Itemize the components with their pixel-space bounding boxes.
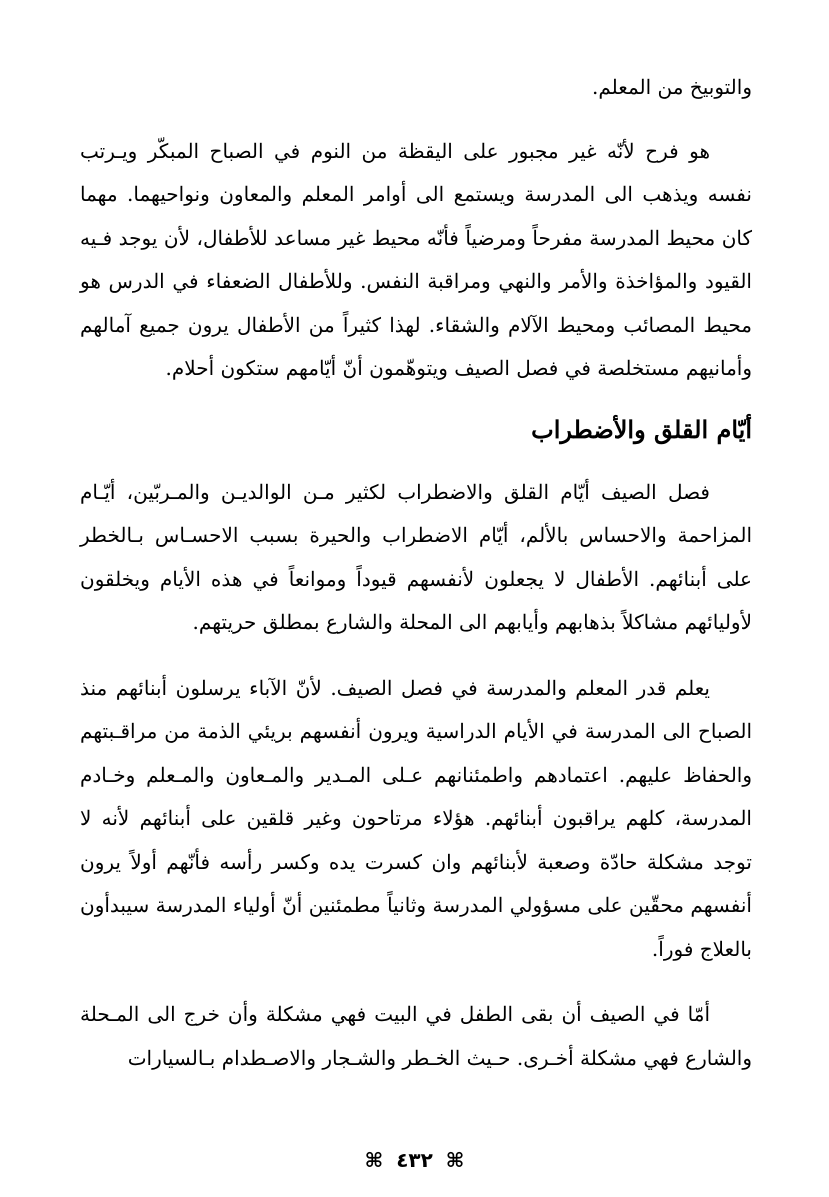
page-number: ٤٣٢	[396, 1148, 433, 1172]
paragraph-continuation: والتوبيخ من المعلم.	[592, 75, 752, 99]
paragraph-anxiety-days: فصل الصيف أيّام القلق والاضطراب لكثير مـن الوالديـن والمـربّين، أيّـام المزاحمة والاحساس بالألم، أيّام الاضطراب والحيرة بسبب الاحسـاس بـالخطر على أبنائهم. الأطفال لا يجعلون لأنفسهم قيوداً وموانعاً في هذه الأيام ويخلقون لأوليائهم مشاكلاً بذهابهم وأيابهم الى المحلة والشارع بمطلق حريتهم.	[80, 479, 752, 634]
page-body	[80, 66, 752, 1080]
ornament-icon: ⌘	[445, 1148, 465, 1172]
paragraph-summer-problem: أمّا في الصيف أن بقى الطفل في البيت فهي مشكلة وأن خرج الى المـحلة والشارع فهي مشكلة أخـرى. حـيث الخـطر والشـجار والاصـطدام بـالسيارات	[80, 1002, 752, 1070]
paragraph-summer-joy: هو فرح لأنّه غير مجبور على اليقظة من النوم في الصباح المبكّر ويـرتب نفسه ويذهب الى المدرسة ويستمع الى أوامر المعلم والمعاون ونواحيهما. مهما كان محيط المدرسة مفرحاً ومرضياً فأنّه محيط غير مساعد للأطفال، لأن يوجد فـيه القيود والمؤاخذة والأمر والنهي ومراقبة النفس. وللأطفال الضعفاء في الدرس هو محيط المصائب ومحيط الآلام والشقاء. لهذا كثيراً من الأطفال يرون جميع آمالهم وأمانيهم مستخلصة في فصل الصيف ويتوهّمون أنّ أيّامهم ستكون أحلام.	[80, 138, 752, 380]
page-footer	[0, 1148, 829, 1172]
ornament-icon: ⌘	[364, 1148, 384, 1172]
section-heading: أيّام القلق والأضطراب	[531, 414, 752, 444]
paragraph-school-value: يعلم قدر المعلم والمدرسة في فصل الصيف. لأنّ الآباء يرسلون أبنائهم منذ الصباح الى المدرسة في الأيام الدراسية ويرون أنفسهم بريئي الذمة من مراقـبتهم والحفاظ عليهم. اعتمادهم واطمئنانهم عـلى المـدير والمـعاون والمـعلم وخـادم المدرسة، كلهم يراقبون أبنائهم. هؤلاء مرتاحون وغير قلقين على أبنائهم لأنه لا توجد مشكلة حادّة وصعبة لأبنائهم وان كسرت يده وكسر رأسه فأنّهم أولاً يرون أنفسهم محقّين على مسؤولي المدرسة وثانياً مطمئنين أنّ أولياء المدرسة سيبدأون بالعلاج فوراً.	[80, 675, 752, 961]
